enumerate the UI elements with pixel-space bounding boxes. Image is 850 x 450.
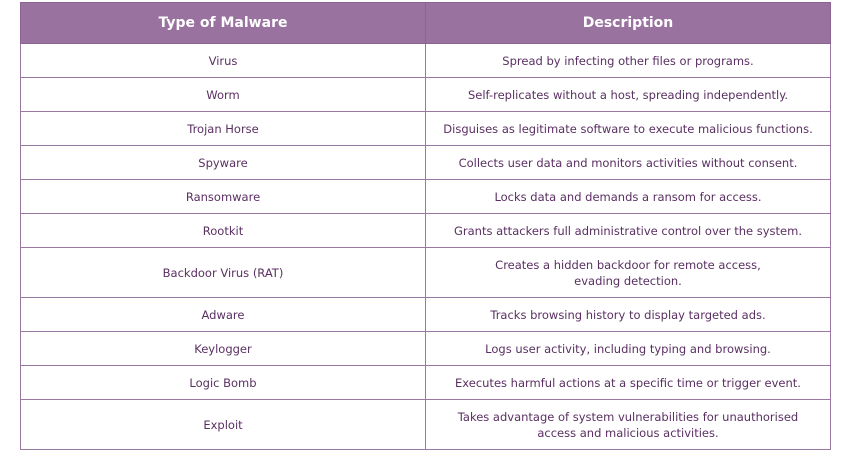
malware-type-cell: Adware	[21, 298, 426, 332]
malware-description-cell: Collects user data and monitors activities without consent.	[426, 146, 831, 180]
malware-type-cell: Backdoor Virus (RAT)	[21, 248, 426, 298]
table-header-row	[21, 3, 831, 44]
malware-type-cell: Virus	[21, 44, 426, 78]
malware-type-cell: Spyware	[21, 146, 426, 180]
malware-description-cell: Executes harmful actions at a specific time or trigger event.	[426, 366, 831, 400]
table-row	[21, 332, 831, 366]
table-row	[21, 400, 831, 450]
malware-type-cell: Exploit	[21, 400, 426, 450]
table-row	[21, 214, 831, 248]
malware-description-cell: Creates a hidden backdoor for remote access, evading detection.	[426, 248, 831, 298]
malware-type-cell: Keylogger	[21, 332, 426, 366]
malware-type-cell: Worm	[21, 78, 426, 112]
malware-description-cell: Logs user activity, including typing and browsing.	[426, 332, 831, 366]
column-header-type: Type of Malware	[21, 3, 426, 44]
table-row	[21, 78, 831, 112]
table-row	[21, 248, 831, 298]
table-row	[21, 180, 831, 214]
table-row	[21, 112, 831, 146]
table-row	[21, 298, 831, 332]
table-row	[21, 146, 831, 180]
column-header-description: Description	[426, 3, 831, 44]
malware-type-cell: Rootkit	[21, 214, 426, 248]
malware-table-container	[20, 2, 830, 450]
malware-type-cell: Ransomware	[21, 180, 426, 214]
malware-type-cell: Trojan Horse	[21, 112, 426, 146]
malware-description-cell: Tracks browsing history to display targeted ads.	[426, 298, 831, 332]
table-row	[21, 44, 831, 78]
table-row	[21, 366, 831, 400]
malware-description-cell: Grants attackers full administrative control over the system.	[426, 214, 831, 248]
malware-description-cell: Spread by infecting other files or programs.	[426, 44, 831, 78]
malware-description-cell: Self-replicates without a host, spreading independently.	[426, 78, 831, 112]
malware-description-cell: Disguises as legitimate software to execute malicious functions.	[426, 112, 831, 146]
malware-description-cell: Takes advantage of system vulnerabilities for unauthorised access and malicious activities.	[426, 400, 831, 450]
malware-type-cell: Logic Bomb	[21, 366, 426, 400]
malware-types-table	[20, 2, 831, 450]
malware-description-cell: Locks data and demands a ransom for access.	[426, 180, 831, 214]
